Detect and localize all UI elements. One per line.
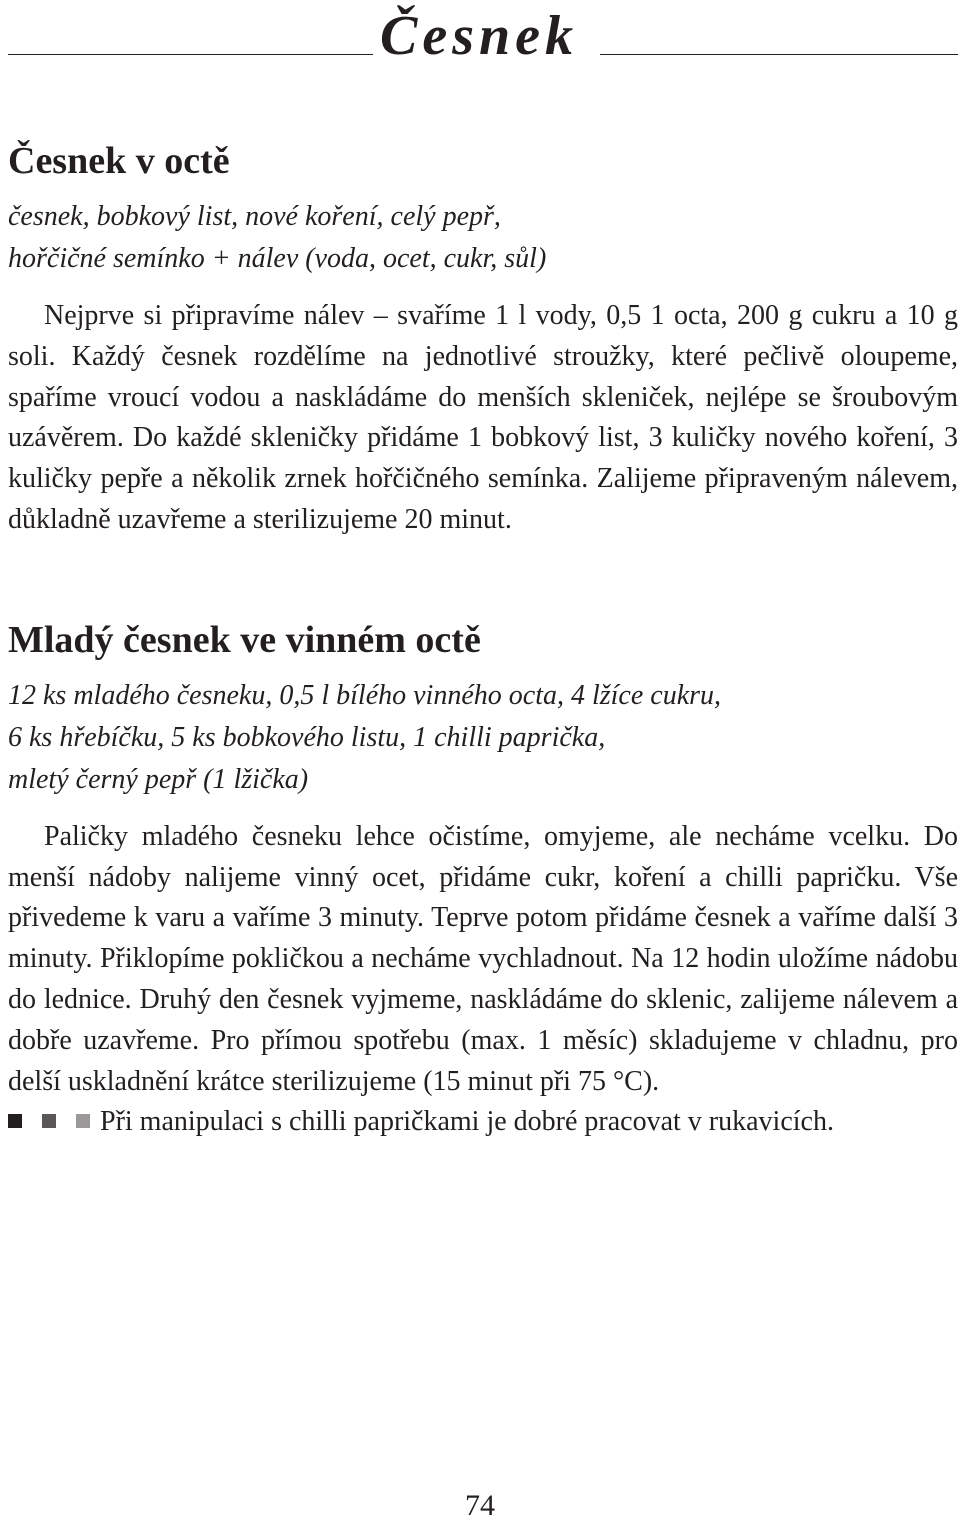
header-rule-right [600,54,958,55]
square-icon [76,1114,90,1128]
ingredients-list [8,196,958,280]
ingredients-line: hořčičné semínko + nálev (voda, ocet, cukr, sůl) [8,243,547,274]
recipe-title: Česnek v octě [8,140,230,182]
three-squares-icon [8,1102,90,1143]
ingredients-line: 12 ks mladého česneku, 0,5 l bílého vinného octa, 4 lžíce cukru, [8,679,722,711]
ingredients-line: mletý černý pepř (1 lžička) [8,763,309,795]
recipe-instructions: Paličky mladého česneku lehce očistíme, omyjeme, ale necháme vcelku. Do menší nádoby nalijeme vinný ocet, přidáme cukr, koření a chilli papričku. Vše přivedeme k varu a vaříme 3 minuty. Teprve potom přidáme česnek a vaříme další 3 minuty. Přiklopíme pokličkou a necháme vychladnout. Na 12 hodin uložíme nádobu do lednice. Druhý den česnek vyjmeme, naskládáme do sklenic, zalijeme nálevem a dobře uzavřeme. Pro přímou spotřebu (max. 1 měsíc) skladujeme v chladnu, pro delší uskladnění krátce sterilizujeme (15 minut při 75 °C). [8,820,958,1097]
square-icon [8,1114,22,1128]
recipe-instructions: Nejprve si připravíme nálev – svaříme 1 l vody, 0,5 1 octa, 200 g cukru a 10 g soli. Každý česnek rozdělíme na jednotlivé stroužky, které pečlivě oloupeme, spaříme vroucí vodou a naskládáme do menších skleniček, nejlépe se šroubovým uzávěrem. Do každé skleničky přidáme 1 bobkový list, 3 kuličky nového koření, 3 kuličky pepře a několik zrnek hořčičného semínka. Zalijeme připraveným nálevem, důkladně uzavřeme a sterilizujeme 20 minut. [8,300,958,535]
ingredients-line: česnek, bobkový list, nové koření, celý pepř, [8,201,501,232]
recipe-garlic-in-vinegar [8,138,958,541]
tip-note [8,1102,958,1143]
header-rule-left [8,54,373,55]
recipe-title: Mladý česnek ve vinném octě [8,618,481,661]
tip-text: Při manipulaci s chilli papričkami je dobré pracovat v rukavicích. [100,1106,834,1138]
chapter-header [8,0,958,72]
ingredients-line: 6 ks hřebíčku, 5 ks bobkového listu, 1 chilli paprička, [8,721,606,753]
ingredients-list [8,675,958,801]
page [8,0,958,1143]
square-icon [42,1114,56,1128]
recipe-young-garlic-wine-vinegar [8,617,958,1143]
page-number: 74 [465,1489,495,1522]
chapter-title: Česnek [380,5,578,67]
